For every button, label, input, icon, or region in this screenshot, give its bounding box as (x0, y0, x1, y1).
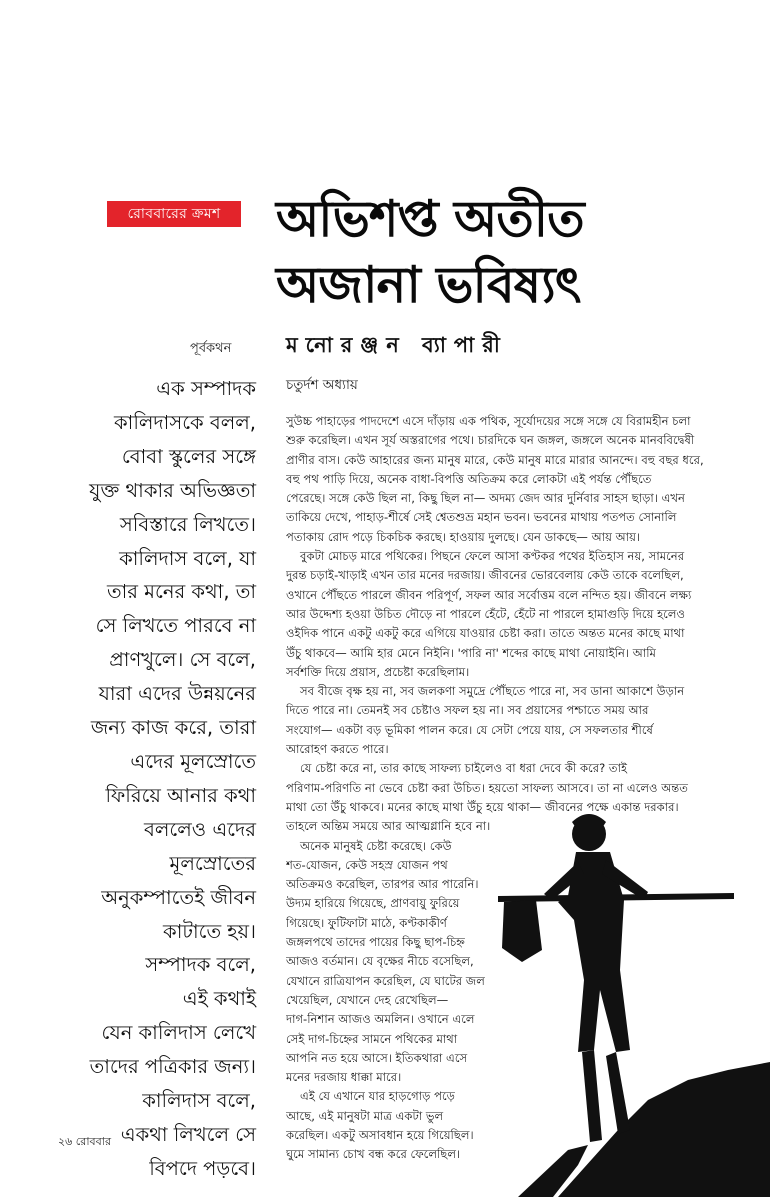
pull-quote-line: যেন কালিদাস লেখে (101, 1021, 256, 1045)
body-line: শত-যোজন, কেউ সহস্র যোজন পথ (286, 857, 448, 872)
pull-quote-line: সম্পাদক বলে, (145, 953, 256, 977)
body-line: বহু পথ পাড়ি দিয়ে, অনেক বাধা-বিপত্তি অতিক্রম করে লোকটা এই পর্যন্ত পৌঁছতে (286, 471, 652, 486)
body-line: জঙ্গলপথে তাদের পায়ের কিছু ছাপ-চিহ্ন (286, 935, 465, 950)
body-line: ওইদিক পানে একটু একটু করে এগিয়ে যাওয়ার চেষ্টা করা। তাতে অন্তত মনের কাছে মাথা (286, 626, 685, 641)
pull-quote-line: জন্য কাজ করে, তারা (90, 716, 256, 740)
pull-quote-line: কালিদাসকে বলল, (114, 410, 256, 434)
body-line: গিয়েছে। ফুটিফাটা মাঠে, কণ্টকাকীর্ণ (286, 915, 447, 930)
silhouette-illustration (498, 800, 770, 1197)
pull-quote (40, 372, 256, 1186)
author-name: মনোরঞ্জন ব্যাপারী (286, 333, 508, 357)
pull-quote-line: তার মনের কথা, তা (106, 580, 256, 604)
body-line: প্রাণীর বাস। কেউ আহারের জন্য মানুষ মারে, কেউ মানুষ মারে মারার আনন্দে। বহু বছর ধরে, (286, 452, 704, 467)
body-line: করেছিল। একটু অসাবধান হয়ে গিয়েছিল। (286, 1127, 474, 1142)
body-line: সুউচ্চ পাহাড়ের পাদদেশে এসে দাঁড়ায় এক পথিক, সূর্যোদয়ের সঙ্গে সঙ্গে যে বিরামহীন চলা (286, 414, 691, 428)
section-badge: রোববারের ক্রমশ (107, 201, 241, 227)
body-line: ঘুমে সামান্য চোখ বন্ধ করে ফেলেছিল। (286, 1147, 461, 1162)
body-line: পতাকায় রোদ পড়ে চিকচিক করছে। হাওয়ায় দুলছে। যেন ডাকছে— আয় আয়। (286, 529, 641, 544)
body-line: সেই দাগ-চিহ্নের সামনে পথিকের মাথা (286, 1031, 458, 1046)
title-line-1: অভিশপ্ত অতীত (276, 190, 584, 248)
body-line: সব বীজে বৃক্ষ হয় না, সব জলকণা সমুদ্রে পৌঁছতে পারে না, সব ডানা আকাশে উড়ান (300, 684, 685, 699)
pull-quote-line: সে লিখতে পারবে না (95, 614, 256, 638)
body-line: বুকটা মোচড় মারে পথিকের। পিছনে ফেলে আসা কণ্টকর পথের ইতিহাস নয়, সামনের (300, 549, 685, 564)
chapter-heading: চতুর্দশ অধ্যায় (286, 377, 358, 393)
body-line: আজও বর্তমান। যে বৃক্ষের নীচে বসেছিল, (286, 954, 474, 969)
body-line: মনের দরজায় ধাক্কা মারে। (286, 1070, 402, 1085)
body-line: পেরেছে। সঙ্গে কেউ ছিল না, কিছু ছিল না— অদম্য জেদ আর দুর্নিবার সাহস ছাড়া। এখন (286, 491, 685, 506)
pull-quote-line: যুক্ত থাকার অভিজ্ঞতা (89, 478, 256, 502)
article-title (276, 186, 756, 318)
pull-quote-line: বোবা স্কুলের সঙ্গে (121, 444, 256, 468)
body-line: দাগ-নিশান আজও অমলিন। ওখানে এলে (286, 1012, 475, 1027)
pull-quote-line: প্রাণখুলে। সে বলে, (109, 648, 256, 672)
body-line: সংযোগ— একটা বড় ভূমিকা পালন করে। যে সেটা পেয়ে যায়, সে সফলতার শীর্ষে (286, 722, 653, 737)
pull-quote-line: এদের মূলস্রোতে (130, 749, 256, 773)
title-line-2: অজানা ভবিষ্যৎ (276, 256, 581, 314)
prelude-label: পূর্বকথন (190, 341, 232, 356)
body-line: উদ্যম হারিয়ে গিয়েছে, প্রাণবায়ু ফুরিয়ে (286, 896, 460, 911)
pull-quote-line: তাদের পত্রিকার জন্য। (89, 1055, 256, 1079)
body-line: যে চেষ্টা করে না, তার কাছে সাফল্য চাইলেও বা ধরা দেবে কী করে? তাই (300, 761, 628, 776)
pull-quote-line: এক সম্পাদক (156, 377, 256, 400)
pull-quote-line: কালিদাস বলে, (142, 1089, 256, 1113)
body-line: পরিণাম-পরিণতি না ভেবে চেষ্টা করা উচিত। হয়তো সাফল্য আসবে। তা না এলেও অন্তত (286, 780, 688, 795)
pull-quote-line: কালিদাস বলে, যা (119, 546, 256, 570)
pull-quote-line: যারা এদের উন্নয়নের (98, 682, 256, 706)
body-line: এই যে এখানে যার হাড়গোড় পড়ে (300, 1089, 455, 1104)
pull-quote-line: বিপদে পড়বে। (149, 1156, 256, 1180)
body-line: তাহলে অন্তিম সময়ে আর আত্মগ্লানি হবে না। (286, 819, 491, 834)
pull-quote-line: মূলস্রোতের (169, 851, 256, 875)
body-line: আছে, এই মানুষটা মাত্র একটা ভুল (286, 1108, 444, 1123)
body-line: খেয়েছিল, যেখানে দেহ রেখেছিল— (286, 992, 449, 1007)
body-line: উঁচু থাকবে— আমি হার মেনে নিইনি। 'পারি না' শব্দের কাছে মাথা নোয়াইনি। আমি (286, 645, 656, 660)
pull-quote-line: অনুকম্পাতেই জীবন (101, 885, 256, 909)
pull-quote-line: এই কথাই (182, 987, 256, 1011)
body-line: সর্বশক্তি দিয়ে প্রয়াস, প্রচেষ্টা করেছিলাম। (286, 664, 470, 679)
pull-quote-line: কাটাতে হয়। (163, 919, 256, 943)
page-footer: ২৬ রোববার (58, 1135, 111, 1148)
body-line: অতিক্রমও করেছিল, তারপর আর পারেনি। (286, 877, 479, 892)
body-line: মাথা তো উঁচু থাকবে। মনের কাছে মাথা উঁচু হয়ে থাকা— জীবনের পক্ষে একান্ত দরকার। (286, 799, 679, 814)
pull-quote-line: বললেও এদের (144, 817, 256, 841)
pull-quote-line: ফিরিয়ে আনার কথা (105, 783, 256, 807)
body-line: দিতে পারে না। তেমনই সব চেষ্টাও সফল হয় না। সব প্রয়াসের পশ্চাতে সময় আর (286, 703, 649, 718)
body-line: ওখানে পৌঁছতে পারলে জীবন পরিপূর্ণ, সফল আর সর্বোত্তম বলে নন্দিত হয়। জীবনে লক্ষ্য (286, 587, 692, 602)
body-line: আরোহণ করতে পারে। (286, 742, 389, 757)
body-line: যেখানে রাত্রিযাপন করেছিল, যে ঘাটের জল (286, 973, 485, 988)
body-line: আপনি নত হয়ে আসে। ইতিকথারা এসে (286, 1050, 468, 1065)
body-line: শুরু করেছিল। এখন সূর্য অস্তরাগের পথে। চারদিকে ঘন জঙ্গল, জঙ্গলে অনেক মানববিদ্বেষী (286, 433, 695, 448)
body-line: অনেক মানুষই চেষ্টা করেছে। কেউ (300, 838, 452, 853)
body-line: তাকিয়ে দেখে, পাহাড়-শীর্ষে সেই শ্বেতশুভ্র মহান ভবন। ভবনের মাথায় পতপত সোনালি (286, 510, 677, 525)
pull-quote-line: একথা লিখলে সে (120, 1122, 256, 1146)
body-line: আর উদ্দেশ্য হওয়া উচিত দৌড়ে না পারলে হেঁটে, হেঁটে না পারলে হামাগুড়ি দিয়ে হলেও (286, 606, 686, 621)
body-line: দুরন্ত চড়াই-খাড়াই এখন তার মনের দরজায়। জীবনের ভোরবেলায় কেউ তাকে বলেছিল, (286, 568, 684, 583)
pull-quote-line: সবিস্তারে লিখতে। (119, 512, 256, 536)
